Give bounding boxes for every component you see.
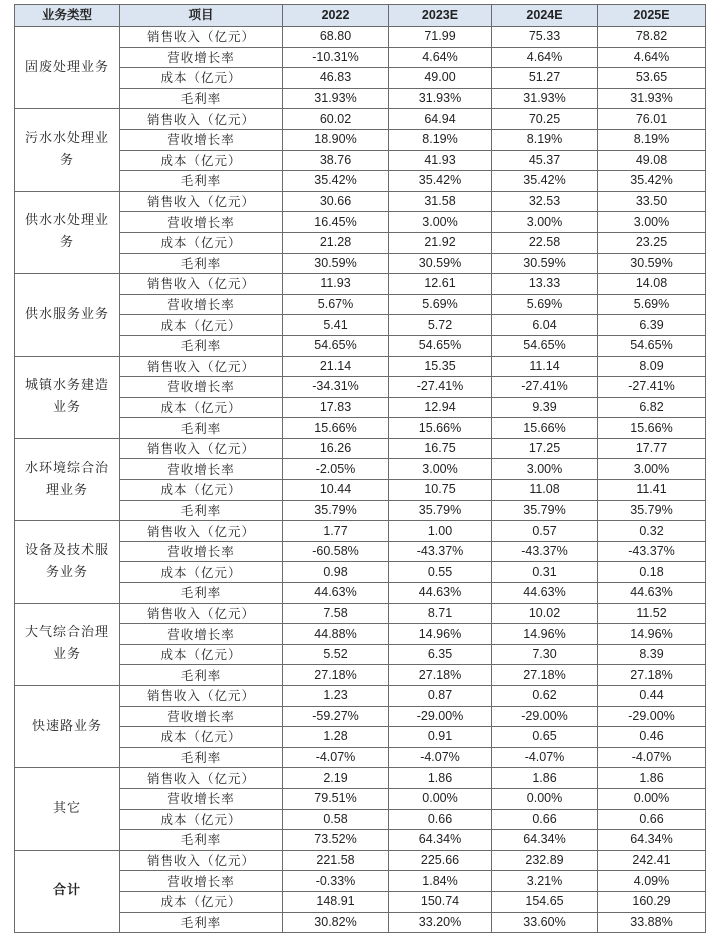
- value-cell: 70.25: [492, 109, 598, 130]
- value-cell: -4.07%: [283, 747, 389, 768]
- table-body: [15, 27, 706, 933]
- segment-name: 其它: [15, 768, 120, 850]
- value-cell: 0.66: [598, 809, 706, 830]
- item-label: 销售收入（亿元）: [120, 191, 283, 212]
- value-cell: 0.62: [492, 686, 598, 707]
- value-cell: 1.84%: [389, 871, 492, 892]
- value-cell: 242.41: [598, 850, 706, 871]
- value-cell: 4.64%: [598, 47, 706, 68]
- segment-name: 城镇水务建造业务: [15, 356, 120, 438]
- value-cell: 54.65%: [283, 335, 389, 356]
- value-cell: 17.77: [598, 438, 706, 459]
- value-cell: 64.94: [389, 109, 492, 130]
- value-cell: 15.35: [389, 356, 492, 377]
- value-cell: 6.82: [598, 397, 706, 418]
- value-cell: 44.63%: [598, 583, 706, 604]
- value-cell: 44.88%: [283, 624, 389, 645]
- value-cell: 150.74: [389, 891, 492, 912]
- value-cell: 31.58: [389, 191, 492, 212]
- value-cell: 1.86: [598, 768, 706, 789]
- value-cell: 0.66: [492, 809, 598, 830]
- item-label: 毛利率: [120, 171, 283, 192]
- value-cell: 35.79%: [598, 500, 706, 521]
- value-cell: 16.26: [283, 438, 389, 459]
- value-cell: 27.18%: [492, 665, 598, 686]
- item-label: 毛利率: [120, 418, 283, 439]
- value-cell: 0.31: [492, 562, 598, 583]
- item-label: 成本（亿元）: [120, 315, 283, 336]
- value-cell: 30.59%: [389, 253, 492, 274]
- value-cell: 60.02: [283, 109, 389, 130]
- value-cell: 6.04: [492, 315, 598, 336]
- value-cell: 33.60%: [492, 912, 598, 933]
- value-cell: 51.27: [492, 68, 598, 89]
- value-cell: 31.93%: [389, 88, 492, 109]
- item-label: 成本（亿元）: [120, 727, 283, 748]
- table-row: [15, 109, 706, 130]
- value-cell: 68.80: [283, 27, 389, 48]
- value-cell: 14.96%: [389, 624, 492, 645]
- header-row: [15, 5, 706, 27]
- item-label: 成本（亿元）: [120, 562, 283, 583]
- item-label: 成本（亿元）: [120, 480, 283, 501]
- value-cell: 11.93: [283, 274, 389, 295]
- value-cell: 10.02: [492, 603, 598, 624]
- value-cell: 44.63%: [389, 583, 492, 604]
- value-cell: 10.44: [283, 480, 389, 501]
- value-cell: 35.42%: [598, 171, 706, 192]
- value-cell: 14.08: [598, 274, 706, 295]
- segment-name: 供水水处理业务: [15, 191, 120, 273]
- value-cell: -59.27%: [283, 706, 389, 727]
- value-cell: 11.52: [598, 603, 706, 624]
- item-label: 成本（亿元）: [120, 397, 283, 418]
- value-cell: 0.44: [598, 686, 706, 707]
- item-label: 营收增长率: [120, 788, 283, 809]
- table-row: [15, 521, 706, 542]
- value-cell: 8.09: [598, 356, 706, 377]
- value-cell: 4.09%: [598, 871, 706, 892]
- item-label: 毛利率: [120, 912, 283, 933]
- value-cell: 35.79%: [492, 500, 598, 521]
- value-cell: 22.58: [492, 232, 598, 253]
- table-row: [15, 191, 706, 212]
- table-row: [15, 603, 706, 624]
- value-cell: 6.35: [389, 644, 492, 665]
- value-cell: 76.01: [598, 109, 706, 130]
- value-cell: 18.90%: [283, 129, 389, 150]
- value-cell: 148.91: [283, 891, 389, 912]
- value-cell: 30.59%: [283, 253, 389, 274]
- item-label: 毛利率: [120, 665, 283, 686]
- value-cell: -2.05%: [283, 459, 389, 480]
- value-cell: 15.66%: [598, 418, 706, 439]
- value-cell: 6.39: [598, 315, 706, 336]
- item-label: 销售收入（亿元）: [120, 686, 283, 707]
- item-label: 成本（亿元）: [120, 891, 283, 912]
- value-cell: 0.00%: [389, 788, 492, 809]
- value-cell: 8.39: [598, 644, 706, 665]
- value-cell: -43.37%: [492, 541, 598, 562]
- item-label: 销售收入（亿元）: [120, 850, 283, 871]
- value-cell: 71.99: [389, 27, 492, 48]
- value-cell: 35.42%: [389, 171, 492, 192]
- value-cell: 7.30: [492, 644, 598, 665]
- item-label: 销售收入（亿元）: [120, 356, 283, 377]
- value-cell: 5.52: [283, 644, 389, 665]
- item-label: 毛利率: [120, 88, 283, 109]
- value-cell: 3.00%: [492, 459, 598, 480]
- value-cell: 0.98: [283, 562, 389, 583]
- item-label: 成本（亿元）: [120, 232, 283, 253]
- value-cell: 21.92: [389, 232, 492, 253]
- segment-name: 设备及技术服务业务: [15, 521, 120, 603]
- value-cell: 5.69%: [492, 294, 598, 315]
- item-label: 营收增长率: [120, 129, 283, 150]
- value-cell: 8.19%: [492, 129, 598, 150]
- value-cell: 8.71: [389, 603, 492, 624]
- item-label: 营收增长率: [120, 212, 283, 233]
- value-cell: 5.67%: [283, 294, 389, 315]
- value-cell: 1.86: [492, 768, 598, 789]
- value-cell: 30.66: [283, 191, 389, 212]
- value-cell: 11.08: [492, 480, 598, 501]
- value-cell: -34.31%: [283, 377, 389, 398]
- item-label: 销售收入（亿元）: [120, 521, 283, 542]
- item-label: 营收增长率: [120, 706, 283, 727]
- segment-name: 固废处理业务: [15, 27, 120, 109]
- value-cell: 0.46: [598, 727, 706, 748]
- value-cell: 49.00: [389, 68, 492, 89]
- value-cell: 13.33: [492, 274, 598, 295]
- item-label: 成本（亿元）: [120, 644, 283, 665]
- value-cell: -43.37%: [389, 541, 492, 562]
- value-cell: 9.39: [492, 397, 598, 418]
- value-cell: 8.19%: [598, 129, 706, 150]
- value-cell: 8.19%: [389, 129, 492, 150]
- value-cell: 16.75: [389, 438, 492, 459]
- value-cell: 44.63%: [283, 583, 389, 604]
- header-category: 业务类型: [15, 5, 120, 27]
- table-row: [15, 438, 706, 459]
- value-cell: 11.41: [598, 480, 706, 501]
- value-cell: 14.96%: [492, 624, 598, 645]
- value-cell: 33.20%: [389, 912, 492, 933]
- item-label: 营收增长率: [120, 47, 283, 68]
- value-cell: 221.58: [283, 850, 389, 871]
- value-cell: 3.00%: [598, 459, 706, 480]
- table-row: [15, 27, 706, 48]
- value-cell: 32.53: [492, 191, 598, 212]
- header-year-2025e: 2025E: [598, 5, 706, 27]
- value-cell: 12.61: [389, 274, 492, 295]
- value-cell: 0.66: [389, 809, 492, 830]
- value-cell: 73.52%: [283, 830, 389, 851]
- value-cell: 31.93%: [598, 88, 706, 109]
- value-cell: -29.00%: [492, 706, 598, 727]
- value-cell: 3.21%: [492, 871, 598, 892]
- value-cell: -4.07%: [492, 747, 598, 768]
- segment-name: 合计: [15, 850, 120, 932]
- item-label: 毛利率: [120, 253, 283, 274]
- value-cell: 79.51%: [283, 788, 389, 809]
- header-item: 项目: [120, 5, 283, 27]
- item-label: 销售收入（亿元）: [120, 603, 283, 624]
- value-cell: -27.41%: [389, 377, 492, 398]
- item-label: 毛利率: [120, 335, 283, 356]
- value-cell: 30.59%: [492, 253, 598, 274]
- value-cell: 30.82%: [283, 912, 389, 933]
- value-cell: 7.58: [283, 603, 389, 624]
- value-cell: 4.64%: [389, 47, 492, 68]
- value-cell: 23.25: [598, 232, 706, 253]
- value-cell: 38.76: [283, 150, 389, 171]
- value-cell: 4.64%: [492, 47, 598, 68]
- value-cell: 35.42%: [492, 171, 598, 192]
- value-cell: 17.25: [492, 438, 598, 459]
- item-label: 销售收入（亿元）: [120, 438, 283, 459]
- value-cell: 49.08: [598, 150, 706, 171]
- value-cell: 1.23: [283, 686, 389, 707]
- value-cell: 1.77: [283, 521, 389, 542]
- item-label: 销售收入（亿元）: [120, 27, 283, 48]
- value-cell: 16.45%: [283, 212, 389, 233]
- value-cell: 1.28: [283, 727, 389, 748]
- header-year-2024e: 2024E: [492, 5, 598, 27]
- value-cell: 3.00%: [598, 212, 706, 233]
- value-cell: 31.93%: [283, 88, 389, 109]
- value-cell: 64.34%: [492, 830, 598, 851]
- value-cell: 0.91: [389, 727, 492, 748]
- value-cell: 0.00%: [598, 788, 706, 809]
- value-cell: -4.07%: [389, 747, 492, 768]
- value-cell: 33.88%: [598, 912, 706, 933]
- value-cell: 5.41: [283, 315, 389, 336]
- value-cell: 0.18: [598, 562, 706, 583]
- value-cell: 1.00: [389, 521, 492, 542]
- value-cell: 5.72: [389, 315, 492, 336]
- value-cell: 0.58: [283, 809, 389, 830]
- value-cell: 35.79%: [389, 500, 492, 521]
- value-cell: 11.14: [492, 356, 598, 377]
- value-cell: 0.00%: [492, 788, 598, 809]
- value-cell: 3.00%: [389, 459, 492, 480]
- value-cell: 64.34%: [389, 830, 492, 851]
- financial-forecast-table: [14, 4, 706, 933]
- value-cell: 54.65%: [492, 335, 598, 356]
- value-cell: -10.31%: [283, 47, 389, 68]
- value-cell: 31.93%: [492, 88, 598, 109]
- segment-name: 水环境综合治理业务: [15, 438, 120, 520]
- value-cell: 14.96%: [598, 624, 706, 645]
- value-cell: -43.37%: [598, 541, 706, 562]
- item-label: 成本（亿元）: [120, 150, 283, 171]
- table-row: [15, 850, 706, 871]
- value-cell: 10.75: [389, 480, 492, 501]
- value-cell: 0.87: [389, 686, 492, 707]
- value-cell: 12.94: [389, 397, 492, 418]
- value-cell: 64.34%: [598, 830, 706, 851]
- value-cell: 5.69%: [389, 294, 492, 315]
- value-cell: -4.07%: [598, 747, 706, 768]
- value-cell: 1.86: [389, 768, 492, 789]
- item-label: 销售收入（亿元）: [120, 109, 283, 130]
- value-cell: 15.66%: [389, 418, 492, 439]
- value-cell: 45.37: [492, 150, 598, 171]
- value-cell: 35.79%: [283, 500, 389, 521]
- value-cell: 154.65: [492, 891, 598, 912]
- value-cell: 0.65: [492, 727, 598, 748]
- value-cell: 15.66%: [283, 418, 389, 439]
- item-label: 成本（亿元）: [120, 809, 283, 830]
- value-cell: 0.57: [492, 521, 598, 542]
- value-cell: 27.18%: [389, 665, 492, 686]
- item-label: 营收增长率: [120, 624, 283, 645]
- value-cell: 0.55: [389, 562, 492, 583]
- item-label: 毛利率: [120, 583, 283, 604]
- value-cell: 3.00%: [492, 212, 598, 233]
- item-label: 营收增长率: [120, 459, 283, 480]
- item-label: 营收增长率: [120, 871, 283, 892]
- item-label: 毛利率: [120, 830, 283, 851]
- value-cell: 232.89: [492, 850, 598, 871]
- value-cell: 3.00%: [389, 212, 492, 233]
- table-row: [15, 768, 706, 789]
- value-cell: 35.42%: [283, 171, 389, 192]
- segment-name: 大气综合治理业务: [15, 603, 120, 685]
- table-row: [15, 686, 706, 707]
- value-cell: -27.41%: [598, 377, 706, 398]
- value-cell: -60.58%: [283, 541, 389, 562]
- value-cell: 27.18%: [598, 665, 706, 686]
- value-cell: 75.33: [492, 27, 598, 48]
- item-label: 销售收入（亿元）: [120, 274, 283, 295]
- item-label: 营收增长率: [120, 377, 283, 398]
- value-cell: 15.66%: [492, 418, 598, 439]
- item-label: 营收增长率: [120, 294, 283, 315]
- segment-name: 快速路业务: [15, 686, 120, 768]
- value-cell: 54.65%: [598, 335, 706, 356]
- segment-name: 供水服务业务: [15, 274, 120, 356]
- item-label: 营收增长率: [120, 541, 283, 562]
- table-row: [15, 356, 706, 377]
- value-cell: 17.83: [283, 397, 389, 418]
- item-label: 毛利率: [120, 747, 283, 768]
- value-cell: 78.82: [598, 27, 706, 48]
- item-label: 毛利率: [120, 500, 283, 521]
- value-cell: 54.65%: [389, 335, 492, 356]
- header-year-2023e: 2023E: [389, 5, 492, 27]
- value-cell: -27.41%: [492, 377, 598, 398]
- value-cell: 46.83: [283, 68, 389, 89]
- value-cell: -29.00%: [598, 706, 706, 727]
- value-cell: 2.19: [283, 768, 389, 789]
- value-cell: -29.00%: [389, 706, 492, 727]
- item-label: 成本（亿元）: [120, 68, 283, 89]
- value-cell: 21.14: [283, 356, 389, 377]
- value-cell: 41.93: [389, 150, 492, 171]
- value-cell: 0.32: [598, 521, 706, 542]
- value-cell: 53.65: [598, 68, 706, 89]
- segment-name: 污水水处理业务: [15, 109, 120, 191]
- value-cell: 160.29: [598, 891, 706, 912]
- table-row: [15, 274, 706, 295]
- value-cell: 27.18%: [283, 665, 389, 686]
- item-label: 销售收入（亿元）: [120, 768, 283, 789]
- value-cell: -0.33%: [283, 871, 389, 892]
- value-cell: 21.28: [283, 232, 389, 253]
- value-cell: 30.59%: [598, 253, 706, 274]
- header-year-2022: 2022: [283, 5, 389, 27]
- value-cell: 44.63%: [492, 583, 598, 604]
- value-cell: 225.66: [389, 850, 492, 871]
- value-cell: 5.69%: [598, 294, 706, 315]
- value-cell: 33.50: [598, 191, 706, 212]
